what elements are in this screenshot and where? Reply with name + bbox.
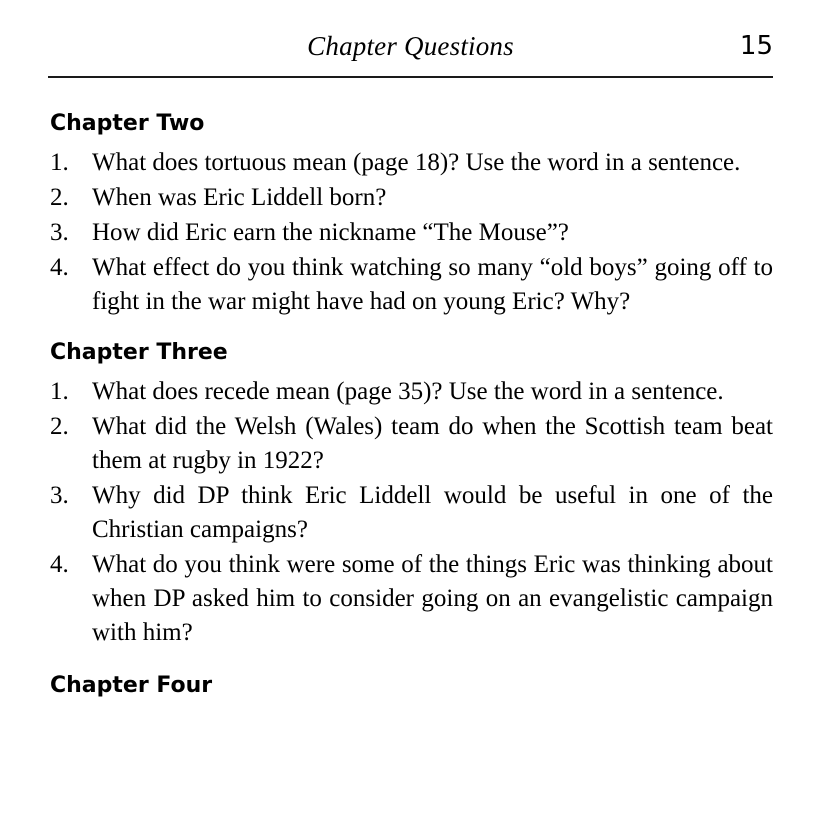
list-item	[48, 410, 773, 478]
question-text: What effect do you think watching so many “old boys” going off to fight in the war might have had on young Eric? Why?	[92, 254, 773, 316]
running-head-title: Chapter Questions	[307, 31, 514, 61]
question-number: 4.	[50, 551, 69, 579]
section-heading-chapter-four: Chapter Four	[50, 673, 213, 699]
page-content	[48, 78, 773, 699]
question-text: Why did DP think Eric Liddell would be useful in one of the Christian campaigns?	[92, 482, 773, 544]
question-number: 1.	[50, 149, 69, 177]
list-item	[48, 251, 773, 319]
section-heading: Chapter Two	[50, 111, 205, 136]
list-item	[48, 181, 773, 215]
question-text: What does recede mean (page 35)? Use the word in a sentence.	[92, 378, 724, 406]
section-chapter-three	[48, 341, 773, 650]
list-item	[48, 479, 773, 547]
question-text: How did Eric earn the nickname “The Mouse”?	[92, 219, 569, 247]
question-text: What does tortuous mean (page 18)? Use the word in a sentence.	[92, 149, 741, 177]
question-number: 3.	[50, 219, 69, 247]
page-number: 15	[739, 31, 773, 61]
question-number: 2.	[50, 184, 69, 212]
list-item	[48, 375, 773, 409]
running-head	[48, 0, 773, 78]
section-heading: Chapter Three	[50, 340, 228, 366]
list-item	[48, 146, 773, 180]
section-chapter-two	[48, 112, 773, 319]
list-item	[48, 216, 773, 250]
question-text: What did the Welsh (Wales) team do when the Scottish team beat them at rugby in 1922?	[92, 413, 773, 475]
question-list	[48, 375, 773, 650]
question-number: 1.	[50, 378, 69, 406]
question-text: When was Eric Liddell born?	[92, 184, 387, 212]
question-number: 3.	[50, 482, 69, 510]
list-item	[48, 548, 773, 650]
question-number: 2.	[50, 413, 69, 441]
question-list	[48, 146, 773, 319]
question-text: What do you think were some of the things Eric was thinking about when DP asked him to consider going on an evangelistic campaign with him?	[92, 551, 773, 647]
question-number: 4.	[50, 254, 69, 282]
